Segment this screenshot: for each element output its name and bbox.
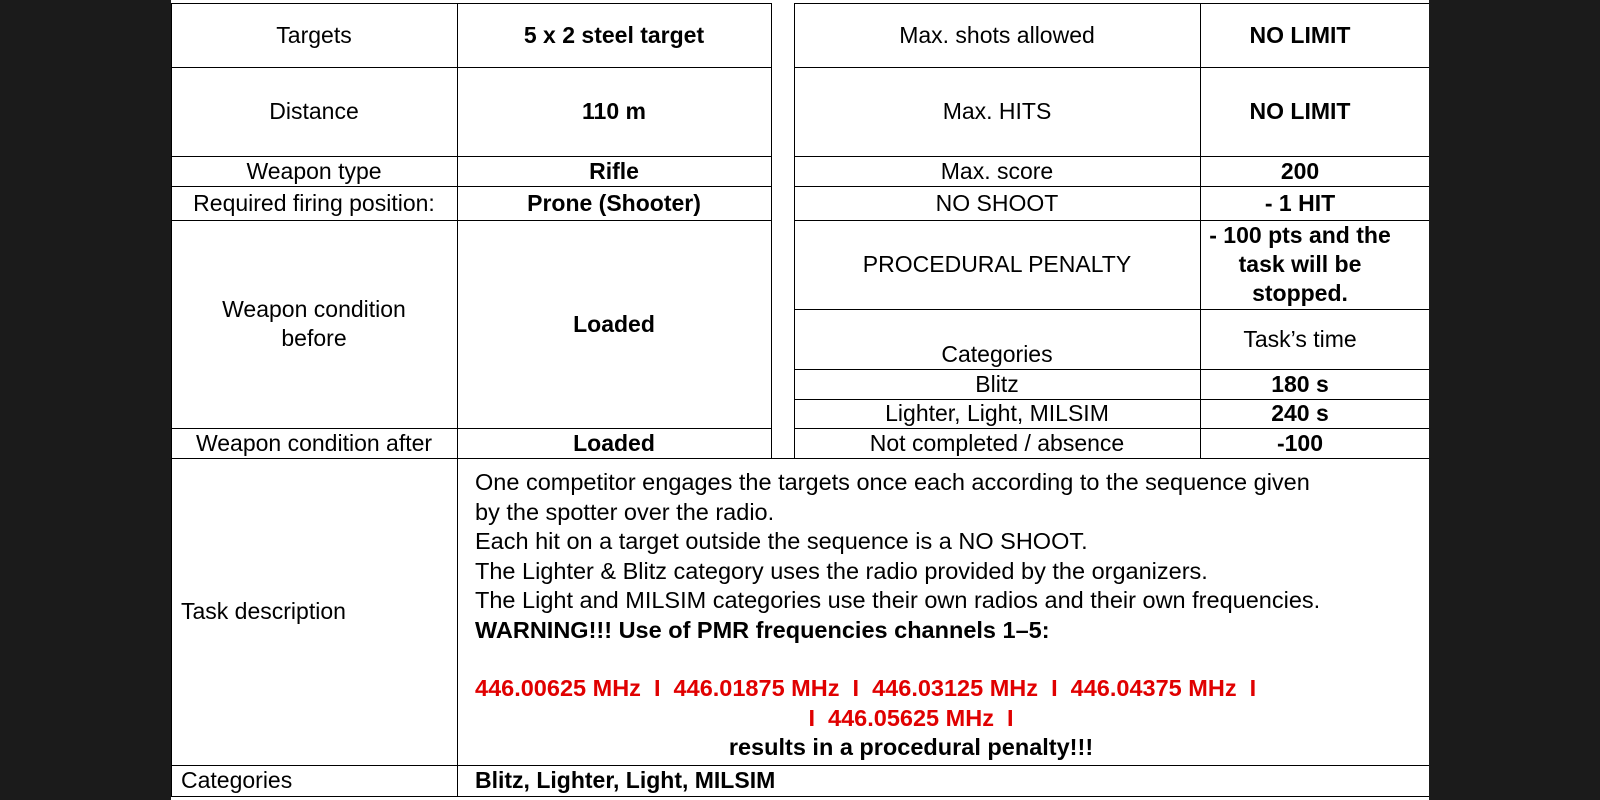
frequency-line-2: I 446.05625 MHz I <box>808 704 1014 731</box>
table-border <box>794 399 1429 400</box>
desc-line-2: by the spotter over the radio. <box>475 498 775 525</box>
no-shoot-value: - 1 HIT <box>1264 189 1336 216</box>
categories-header: Categories <box>941 341 1053 367</box>
weapon-type-label: Weapon type <box>246 157 382 184</box>
table-border <box>171 796 1429 797</box>
table-border <box>794 369 1429 370</box>
warning-line: WARNING!!! Use of PMR frequencies channels 1–5: <box>475 616 1050 643</box>
table-border <box>794 3 1429 4</box>
category-row-lighter: Lighter, Light, MILSIM <box>885 400 1109 426</box>
time-row-absence: -100 <box>1276 429 1324 456</box>
no-shoot-label: NO SHOOT <box>935 189 1059 216</box>
table-border <box>171 220 772 221</box>
max-hits-value: NO LIMIT <box>1249 98 1351 124</box>
distance-label: Distance <box>269 98 359 124</box>
table-border <box>794 67 1429 68</box>
desc-line-5: The Light and MILSIM categories use their own radios and their own frequencies. <box>475 587 1321 613</box>
table-border <box>171 428 772 429</box>
condition-before-value: Loaded <box>573 310 655 337</box>
table-border <box>171 186 772 187</box>
weapon-type-value: Rifle <box>589 157 639 184</box>
blank-spacer <box>475 645 1425 674</box>
max-score-value: 200 <box>1280 157 1320 184</box>
procedural-penalty-value: - 100 pts and the task will be stopped. <box>1209 222 1391 306</box>
table-border <box>771 3 772 458</box>
task-description-text <box>475 468 1425 763</box>
condition-after-label: Weapon condition after <box>195 429 433 456</box>
time-row-lighter: 240 s <box>1271 400 1329 426</box>
targets-value: 5 x 2 steel target <box>523 22 705 48</box>
max-shots-value: NO LIMIT <box>1249 22 1351 48</box>
table-border <box>171 67 772 68</box>
penalty-line: results in a procedural penalty!!! <box>728 734 1094 760</box>
condition-before-label: Weapon condition before <box>222 296 406 351</box>
categories-row-value: Blitz, Lighter, Light, MILSIM <box>475 767 776 793</box>
distance-value: 110 m <box>582 98 646 124</box>
condition-after-value: Loaded <box>573 429 655 456</box>
table-border <box>171 156 772 157</box>
task-time-header: Task’s time <box>1243 325 1357 352</box>
table-border <box>171 3 772 4</box>
table-border <box>171 765 1429 766</box>
table-border <box>794 309 1429 310</box>
table-border <box>794 186 1429 187</box>
firing-position-value: Prone (Shooter) <box>527 189 701 216</box>
table-border <box>794 428 1429 429</box>
max-score-label: Max. score <box>940 157 1054 184</box>
categories-row-label: Categories <box>181 767 293 793</box>
rules-document <box>171 0 1429 800</box>
procedural-penalty-label: PROCEDURAL PENALTY <box>862 251 1132 277</box>
table-border <box>171 458 1429 459</box>
category-row-absence: Not completed / absence <box>869 429 1125 456</box>
frequency-line-1: 446.00625 MHz I 446.01875 MHz I 446.03125 MHz I 446.04375 MHz I <box>475 675 1257 701</box>
task-description-label: Task description <box>181 598 346 624</box>
table-border <box>1200 3 1201 458</box>
table-border <box>171 3 172 796</box>
table-border <box>457 3 458 796</box>
table-border <box>794 3 795 458</box>
category-row-blitz: Blitz <box>975 370 1019 397</box>
desc-line-3: Each hit on a target outside the sequence is a NO SHOOT. <box>475 528 1088 554</box>
desc-line-1: One competitor engages the targets once each according to the sequence given <box>475 469 1310 495</box>
max-shots-label: Max. shots allowed <box>899 22 1095 48</box>
desc-line-4: The Lighter & Blitz category uses the radio provided by the organizers. <box>475 557 1208 584</box>
targets-label: Targets <box>276 22 352 48</box>
max-hits-label: Max. HITS <box>942 98 1052 124</box>
firing-position-label: Required firing position: <box>193 189 435 216</box>
time-row-blitz: 180 s <box>1271 370 1329 397</box>
table-border <box>794 220 1429 221</box>
table-border <box>794 156 1429 157</box>
